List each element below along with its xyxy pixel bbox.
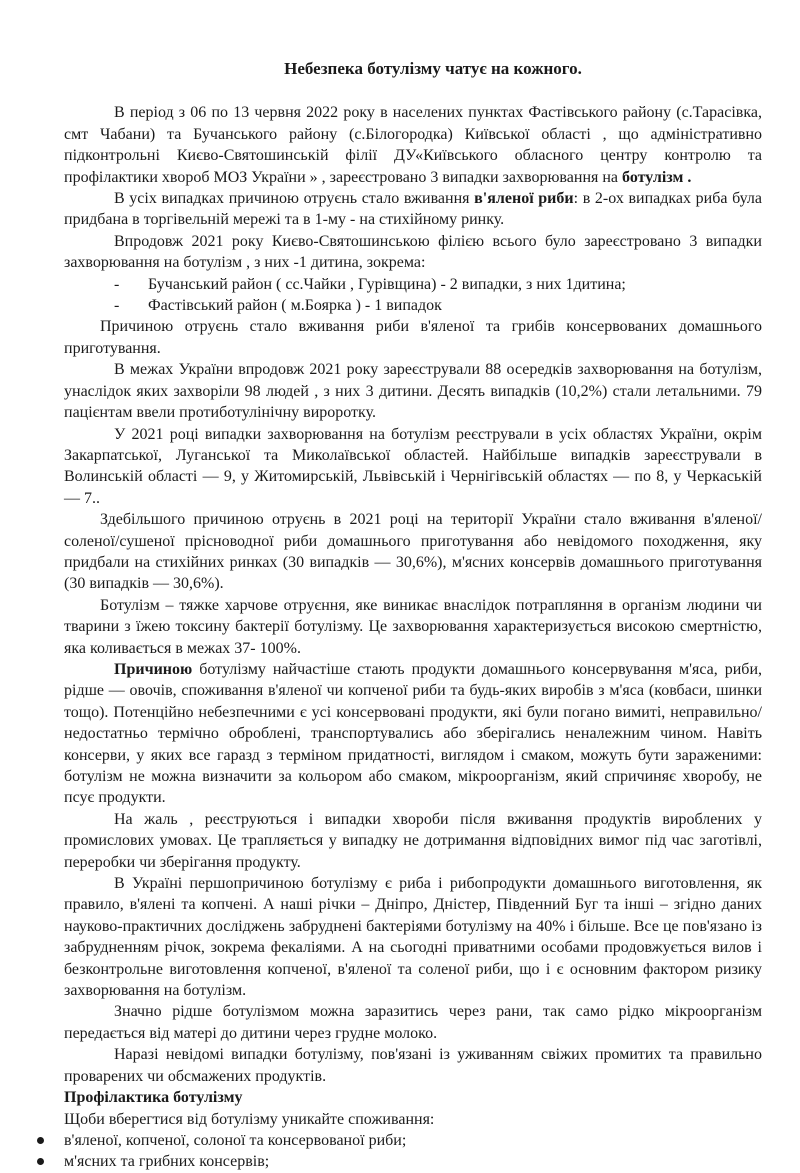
paragraph-sources [64, 659, 762, 809]
list-item: - Бучанський район ( сс.Чайки , Гурівщина) - 2 випадки, з них 1дитина; [114, 274, 762, 295]
bullet-icon [37, 1158, 44, 1165]
paragraph-2021-branch: Впродовж 2021 року Києво-Святошинською філією всього було зареєстровано 3 випадки захворювання на ботулізм , з них -1 дитина, зокрема: [64, 232, 762, 272]
bold-term: в'яленої риби [474, 190, 574, 208]
prevention-heading: Профілактика ботулізму [64, 1089, 243, 1107]
paragraph-main-causes: Здебільшого причиною отруєнь в 2021 році на території України стало вживання в'яленої/соленої/сушеної прісноводної риби домашнього приготування або невідомого походження, яку придбали на стихійних ринках (30 випадків — 30,6%), м'ясних консервів домашнього приготування (30 випадків — 30,6%). [64, 511, 762, 593]
paragraph-regions: У 2021 році випадки захворювання на ботулізм реєстрували в усіх областях України, окрім Закарпатської, Луганської та Миколаївської областей. Найбільше випадків зареєстрували в Волинській області — 9, у Житомирській, Львівській і Чернігівській областях — по 8, у Черкаській — 7.. [64, 425, 762, 507]
bold-term: Причиною [114, 660, 193, 678]
bold-term: ботулізм . [622, 168, 692, 186]
paragraph-cause [64, 188, 762, 231]
paragraph-ukraine-stats: В межах України впродовж 2021 року зареєстрували 88 осередків захворювання на ботулізм, унаслідок яких захворіли 98 людей , з них 3 дитини. Десять випадків (10,2%) стали летальними. 79 пацієнтам ввели протиботулінічну вироротку. [64, 361, 762, 422]
paragraph-text: В усіх випадках причиною отруєнь стало вживання [114, 190, 470, 208]
paragraph-wounds: Значно рідше ботулізмом можна заразитись через рани, так само рідко мікроорганізм передається від матері до дитини через грудне молоко. [64, 1003, 762, 1042]
paragraph-cause-2021: Причиною отруєнь стало вживання риби в'яленої та грибів консервованих домашнього приготування. [64, 318, 762, 357]
bullet-icon [37, 1137, 44, 1144]
list-item [64, 1151, 762, 1172]
list-item [64, 1130, 762, 1151]
paragraph-unknown: Наразі невідомі випадки ботулізму, пов'язані із уживанням свіжих промитих та правильно проварених чи обсмажених продуктів. [64, 1046, 762, 1085]
paragraph-text: : в 2-ох випадках риба була придбана в торгівельній мережі та в 1-му - на стихійному ринку. [64, 190, 763, 229]
prevention-intro: Щоби вберегтися від ботулізму уникайте споживання: [64, 1110, 435, 1128]
paragraph-text: ботулізму найчастіше стають продукти домашнього консервування м'яса, риби, рідше — овочів, споживання в'яленої чи копченої риби та будь-яких виробів з м'яса (ковбаси, шинки тощо). Потенційно небезпечними є усі консервовані продукти, які були погано вимиті, неправильно/недостатньо термічно оброблені, транспортувались або зберігались неналежним чином. Навіть консерви, у яких все гаразд з терміном придатності, виглядом і смаком, можуть бути зараженими: ботулізм не можна визначити за кольором або смаком, мікроорганізм, який спричиняє хворобу, не псує продукти. [64, 660, 763, 807]
paragraph-text: В період з 06 по 13 червня 2022 року в населених пунктах Фастівського району (с.Тарасівка, смт Чабани) та Бучанського району (с.Білогородка) Київської області , що адміністративно підконтрольні Києво-Святошинській філії ДУ«Київського обласного центру контролю та профілактики хвороб МОЗ України » , зареєстровано 3 випадки захворювання на [64, 104, 762, 186]
district-list [64, 274, 762, 317]
list-item-text: в'яленої, копченої, солоної та консервованої риби; [64, 1131, 407, 1149]
list-item-text: м'ясних та грибних консервів; [64, 1153, 270, 1171]
list-item: - Фастівський район ( м.Боярка ) - 1 випадок [114, 295, 762, 316]
paragraph-industrial: На жаль , реєструються і випадки хвороби після вживання продуктів вироблених у промислових умовах. Це трапляється у випадку не дотримання відповідних вимог під час заготівлі, переробки чи зберігання продукту. [64, 810, 762, 871]
document-title: Небезпека ботулізму чатує на кожного. [284, 59, 582, 78]
paragraph-fish-rivers: В Україні першопричиною ботулізму є риба і рибопродукти домашнього виготовлення, як правило, в'ялені та копчені. А наші річки – Дніпро, Дністер, Південний Буг та інші – згідно даних науково-практичних досліджень забруднені бактеріями ботулізму на 40% і більше. Все це пов'язано із забрудненням річок, зокрема фекаліями. А на сьогодні приватними особами продовжується вилов і безконтрольне виготовлення копченої, в'яленої та соленої риби, що і є основним фактором ризику захворювання на ботулізм. [64, 875, 762, 1000]
prevention-list [64, 1130, 762, 1173]
paragraph-outbreak [64, 102, 762, 188]
paragraph-definition: Ботулізм – тяжке харчове отруєння, яке виникає внаслідок потрапляння в організм людини чи тварини з їжею токсину бактерії ботулізму. Це захворювання характеризується високою смертністю, яка коливається в межах 37- 100%. [64, 596, 762, 657]
